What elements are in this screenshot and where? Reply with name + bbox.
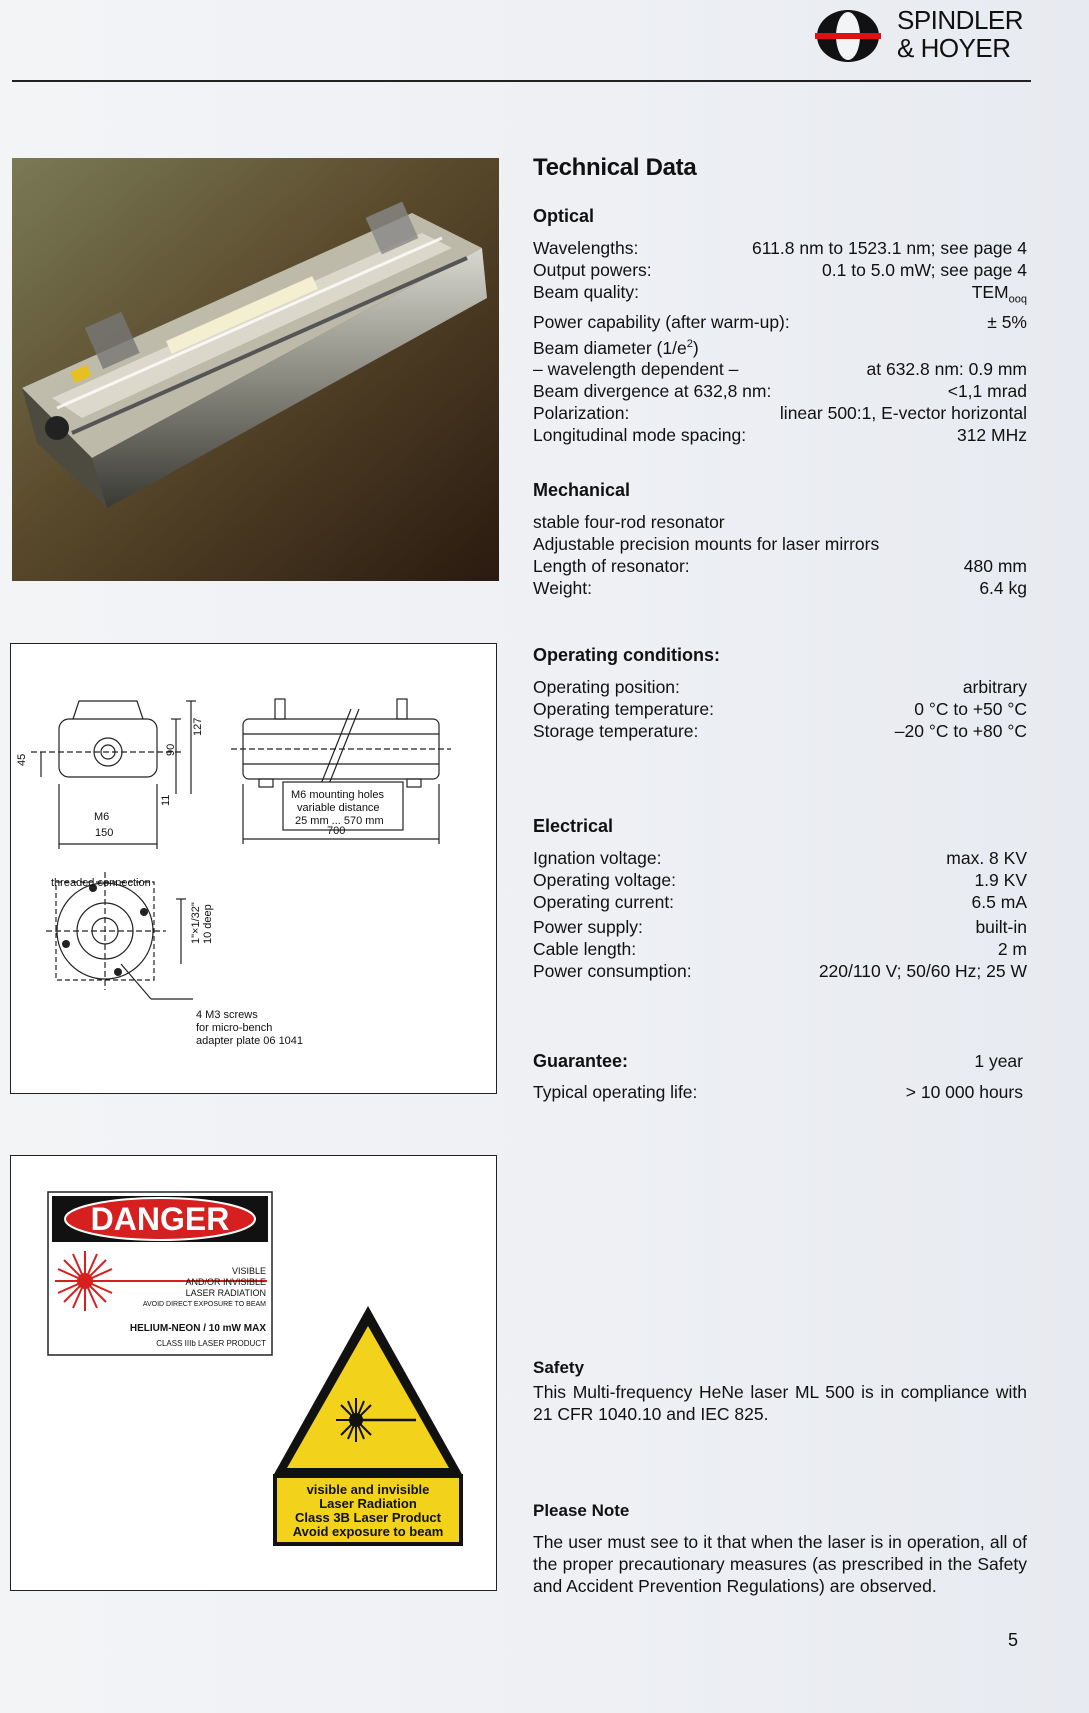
laser-photo xyxy=(12,158,499,581)
mechanical-row xyxy=(533,555,1027,577)
brand-line-1: SPINDLER xyxy=(897,5,1024,35)
row-label: Output powers: xyxy=(533,260,652,280)
operating-heading: Operating conditions: xyxy=(533,645,720,665)
safety-heading: Safety xyxy=(533,1358,585,1377)
thread-depth: 10 deep xyxy=(202,904,214,944)
optical-row xyxy=(533,237,1027,259)
electrical-heading: Electrical xyxy=(533,816,614,836)
page-number: 5 xyxy=(1008,1630,1019,1650)
row-value: 480 mm xyxy=(963,556,1027,576)
note-heading: Please Note xyxy=(533,1501,630,1520)
holes-line-3: 25 mm ... 570 mm xyxy=(295,815,384,827)
row-value: –20 °C to +80 °C xyxy=(894,721,1027,741)
row-label: – wavelength dependent – xyxy=(533,359,739,380)
tem-text: TEM xyxy=(971,282,1009,302)
electrical-row xyxy=(533,891,1027,913)
row-value xyxy=(972,281,1027,311)
life-value: > 10 000 hours xyxy=(905,1082,1023,1102)
optical-row xyxy=(533,402,1027,424)
row-value: 312 MHz xyxy=(956,425,1027,446)
screws-line-2: for micro-bench xyxy=(196,1022,273,1034)
row-value: 220/110 V; 50/60 Hz; 25 W xyxy=(818,961,1027,981)
optical-row xyxy=(533,333,1027,359)
warning-svg xyxy=(11,1156,495,1589)
row-label: Storage temperature: xyxy=(533,721,699,741)
mechanical-line xyxy=(533,511,1027,533)
dimension-drawing xyxy=(10,643,497,1094)
row-label: Operating position: xyxy=(533,677,680,697)
beam-diameter-text: Beam diameter (1/e xyxy=(533,337,687,358)
tem-sub: ooq xyxy=(1008,293,1027,306)
guarantee-row xyxy=(533,1050,1023,1072)
optical-rows xyxy=(533,237,1027,446)
brand-line-2: & HOYER xyxy=(897,33,1011,63)
danger-title: DANGER xyxy=(90,1201,230,1237)
optical-row xyxy=(533,424,1027,446)
electrical-row xyxy=(533,938,1027,960)
row-label: Length of resonator: xyxy=(533,556,690,576)
row-label: Power supply: xyxy=(533,917,643,937)
operating-rows xyxy=(533,676,1027,742)
row-value: 2 m xyxy=(997,939,1027,959)
logo-icon xyxy=(815,8,881,64)
guarantee-heading: Guarantee: xyxy=(533,1051,629,1071)
guarantee-section xyxy=(533,1050,1023,1103)
optical-heading: Optical xyxy=(533,206,595,226)
row-value: 611.8 nm to 1523.1 nm; see page 4 xyxy=(751,238,1027,258)
row-label: Operating temperature: xyxy=(533,699,714,719)
dim-700: 700 xyxy=(327,825,346,837)
row-value: max. 8 KV xyxy=(946,848,1027,868)
operating-row xyxy=(533,720,1027,742)
header-rule xyxy=(12,80,1031,82)
dim-90: 90 xyxy=(165,743,177,756)
row-value: 6.5 mA xyxy=(971,892,1027,912)
row-label: Weight: xyxy=(533,578,593,598)
row-value: 0.1 to 5.0 mW; see page 4 xyxy=(822,260,1027,280)
triangle-l4: Avoid exposure to beam xyxy=(292,1524,444,1539)
brand-name xyxy=(897,6,1023,62)
row-label: Adjustable precision mounts for laser mirrors xyxy=(533,534,880,554)
threaded-label: threaded connection xyxy=(51,877,151,889)
row-label xyxy=(533,333,699,359)
row-label: Polarization: xyxy=(533,403,630,424)
danger-l4: AVOID DIRECT EXPOSURE TO BEAM xyxy=(142,1301,266,1308)
holes-line-2: variable distance xyxy=(297,802,380,814)
mechanical-row xyxy=(533,577,1027,599)
electrical-row xyxy=(533,869,1027,891)
operating-row xyxy=(533,676,1027,698)
row-value: ± 5% xyxy=(987,311,1027,332)
dim-45: 45 xyxy=(16,753,28,766)
row-label: Operating voltage: xyxy=(533,870,677,890)
row-value: 6.4 kg xyxy=(979,578,1027,598)
dim-11: 11 xyxy=(160,794,172,806)
row-label: Longitudinal mode spacing: xyxy=(533,425,747,446)
optical-row xyxy=(533,358,1027,380)
optical-row xyxy=(533,311,1027,333)
operating-row xyxy=(533,698,1027,720)
drawing-svg xyxy=(11,644,495,1092)
safety-text: This Multi-frequency HeNe laser ML 500 is in compliance with 21 CFR 1040.10 and IEC 825. xyxy=(533,1382,1027,1424)
mechanical-line xyxy=(533,533,1027,555)
row-value: built-in xyxy=(975,917,1027,937)
beam-diameter-sup: 2 xyxy=(686,337,693,350)
row-value: at 632.8 nm: 0.9 mm xyxy=(866,359,1027,380)
mechanical-heading: Mechanical xyxy=(533,480,631,500)
row-label: Operating current: xyxy=(533,892,675,912)
danger-l6: CLASS IIIb LASER PRODUCT xyxy=(156,1339,266,1348)
row-value: 0 °C to +50 °C xyxy=(914,699,1027,719)
danger-l3: LASER RADIATION xyxy=(185,1288,266,1298)
dim-127: 127 xyxy=(192,717,204,736)
dim-150: 150 xyxy=(95,827,114,839)
screws-line-3: adapter plate 06 1041 xyxy=(196,1035,304,1047)
danger-l1: VISIBLE xyxy=(231,1266,266,1276)
optical-row xyxy=(533,281,1027,311)
electrical-rows xyxy=(533,847,1027,982)
row-value: linear 500:1, E-vector horizontal xyxy=(779,403,1027,424)
row-label: Cable length: xyxy=(533,939,637,959)
warning-labels xyxy=(10,1155,497,1591)
row-label: Ignation voltage: xyxy=(533,848,662,868)
danger-l5: HELIUM-NEON / 10 mW MAX xyxy=(129,1323,266,1334)
life-row xyxy=(533,1081,1023,1103)
life-label: Typical operating life: xyxy=(533,1082,698,1102)
row-label: Beam divergence at 632,8 nm: xyxy=(533,381,772,402)
row-label: Power consumption: xyxy=(533,961,692,981)
row-label: Beam quality: xyxy=(533,282,640,302)
triangle-l1: visible and invisible xyxy=(306,1482,430,1497)
thread-size: 1"×1/32" xyxy=(190,902,202,944)
holes-line-1: M6 mounting holes xyxy=(291,789,384,801)
row-label: Wavelengths: xyxy=(533,238,639,258)
row-value: 1.9 KV xyxy=(974,870,1027,890)
row-label: Power capability (after warm-up): xyxy=(533,311,790,332)
beam-diameter-end: ) xyxy=(692,337,699,358)
optical-row xyxy=(533,259,1027,281)
dim-m6: M6 xyxy=(94,811,110,823)
page-title: Technical Data xyxy=(533,154,697,181)
guarantee-value: 1 year xyxy=(974,1051,1023,1071)
row-value: <1,1 mrad xyxy=(947,381,1027,402)
triangle-l2: Laser Radiation xyxy=(319,1496,417,1511)
electrical-row xyxy=(533,916,1027,938)
note-text: The user must see to it that when the laser is in operation, all of the proper precautionary measures (as prescribed in the Safety and Accident Prevention Regulations) are observed. xyxy=(533,1532,1027,1596)
danger-l2: AND/OR INVISIBLE xyxy=(185,1277,266,1287)
screws-line-1: 4 M3 screws xyxy=(196,1009,258,1021)
row-label: stable four-rod resonator xyxy=(533,512,725,532)
row-value: arbitrary xyxy=(962,677,1027,697)
electrical-row xyxy=(533,847,1027,869)
mechanical-rows xyxy=(533,511,1027,599)
electrical-row xyxy=(533,960,1027,982)
optical-row xyxy=(533,380,1027,402)
triangle-l3: Class 3B Laser Product xyxy=(295,1510,441,1525)
